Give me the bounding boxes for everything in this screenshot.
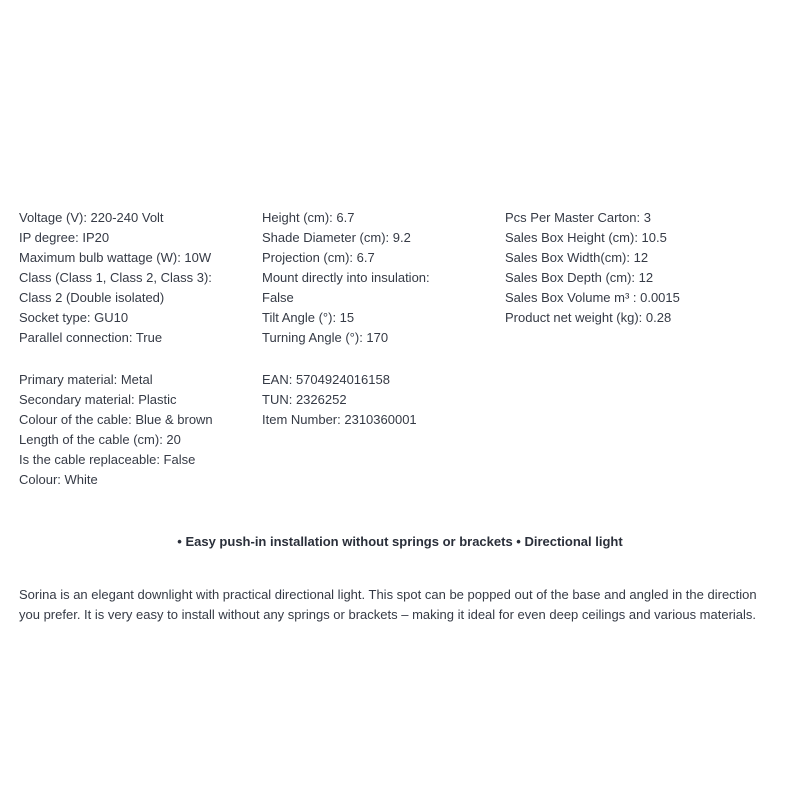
- spec-line: Sales Box Volume m³ : 0.0015: [505, 290, 680, 305]
- spec-line: Voltage (V): 220-240 Volt: [19, 210, 164, 225]
- spec-line: Tilt Angle (°): 15: [262, 310, 355, 325]
- spec-line: Is the cable replaceable: False: [19, 452, 196, 467]
- feature-highlights: • Easy push-in installation without springs or brackets • Directional light: [177, 534, 623, 549]
- description-line: you prefer. It is very easy to install without any springs or brackets – making it ideal for even deep ceilings and various materials.: [19, 607, 757, 622]
- spec-line: Turning Angle (°): 170: [262, 330, 389, 345]
- spec-line: Colour of the cable: Blue & brown: [19, 412, 213, 427]
- electrical-specs: [19, 208, 212, 348]
- spec-line: Shade Diameter (cm): 9.2: [262, 230, 411, 245]
- spec-line: EAN: 5704924016158: [262, 372, 390, 387]
- spec-line: IP degree: IP20: [19, 230, 110, 245]
- spec-line: Mount directly into insulation:: [262, 270, 430, 285]
- spec-line: Class 2 (Double isolated): [19, 290, 165, 305]
- packaging-specs: [505, 208, 680, 328]
- spec-line: Secondary material: Plastic: [19, 392, 177, 407]
- product-description: [19, 585, 789, 625]
- spec-line: Maximum bulb wattage (W): 10W: [19, 250, 212, 265]
- dimension-specs: [262, 208, 430, 348]
- description-line: Sorina is an elegant downlight with practical directional light. This spot can be popped out of the base and angled in the direction: [19, 587, 757, 602]
- spec-line: Height (cm): 6.7: [262, 210, 355, 225]
- spec-line: Parallel connection: True: [19, 330, 163, 345]
- spec-line: Product net weight (kg): 0.28: [505, 310, 672, 325]
- spec-line: Sales Box Height (cm): 10.5: [505, 230, 667, 245]
- spec-line: Socket type: GU10: [19, 310, 129, 325]
- material-specs: [19, 370, 213, 490]
- spec-line: TUN: 2326252: [262, 392, 347, 407]
- spec-line: Item Number: 2310360001: [262, 412, 417, 427]
- spec-line: Class (Class 1, Class 2, Class 3):: [19, 270, 212, 285]
- spec-line: Pcs Per Master Carton: 3: [505, 210, 651, 225]
- spec-line: Length of the cable (cm): 20: [19, 432, 181, 447]
- spec-line: Colour: White: [19, 472, 98, 487]
- spec-line: False: [262, 290, 294, 305]
- spec-line: Primary material: Metal: [19, 372, 153, 387]
- spec-line: Projection (cm): 6.7: [262, 250, 375, 265]
- spec-line: Sales Box Width(cm): 12: [505, 250, 649, 265]
- identifier-specs: [262, 370, 417, 430]
- spec-line: Sales Box Depth (cm): 12: [505, 270, 654, 285]
